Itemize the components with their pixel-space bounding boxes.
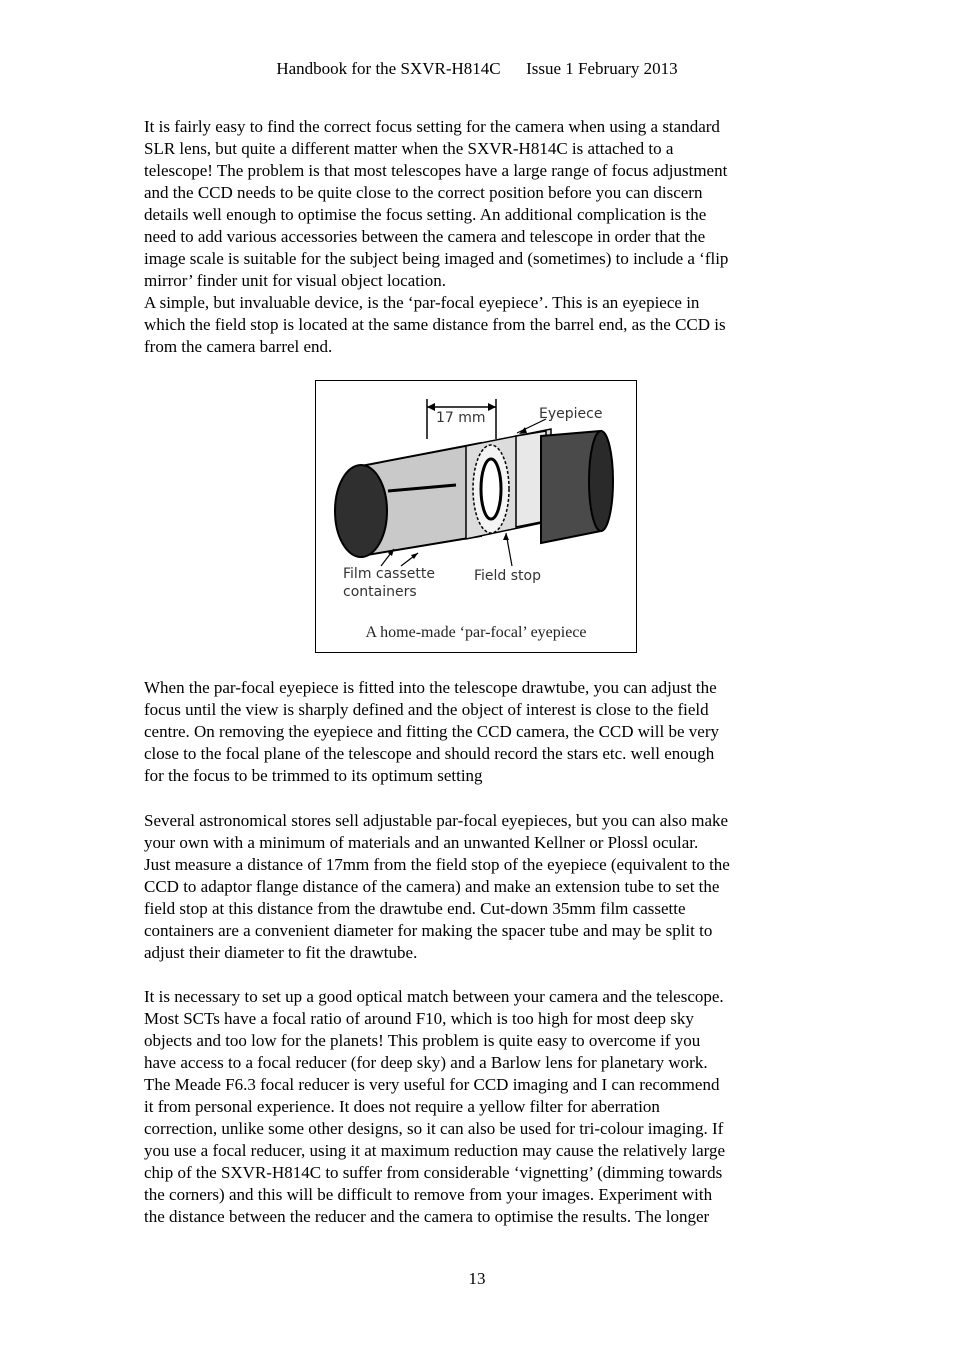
header-issue: Issue 1 February 2013 [526,59,678,78]
text-line: centre. On removing the eyepiece and fitting the CCD camera, the CCD will be very [144,722,719,741]
text-line: close to the focal plane of the telescope and should record the stars etc. well enough [144,744,715,763]
dimension-label: 17 mm [436,410,486,426]
text-line: containers are a convenient diameter for making the spacer tube and may be split to [144,921,713,940]
text-line: need to add various accessories between the camera and telescope in order that the [144,227,706,246]
figure-caption: A home-made ‘par-focal’ eyepiece [365,624,587,641]
text-line: Just measure a distance of 17mm from the field stop of the eyepiece (equivalent to the [144,855,730,874]
text-line: It is necessary to set up a good optical match between your camera and the telescope. [144,987,724,1006]
text-line: objects and too low for the planets! This problem is quite easy to overcome if you [144,1031,701,1050]
text-line: focus until the view is sharply defined and the object of interest is close to the field [144,700,709,719]
text-line: have access to a focal reducer (for deep sky) and a Barlow lens for planetary work. [144,1053,708,1072]
text-line: adjust their diameter to fit the drawtube. [144,943,418,962]
text-line: It is fairly easy to find the correct focus setting for the camera when using a standard [144,117,720,136]
text-line: the distance between the reducer and the camera to optimise the results. The longer [144,1207,710,1226]
text-line: for the focus to be trimmed to its optimum setting [144,766,483,785]
text-line: mirror’ finder unit for visual object location. [144,271,446,290]
text-line: SLR lens, but quite a different matter when the SXVR-H814C is attached to a [144,139,674,158]
par-focal-eyepiece-figure [315,380,637,653]
eyepiece-label: Eyepiece [539,406,603,422]
header-title: Handbook for the SXVR-H814C [276,59,501,78]
text-line: Most SCTs have a focal ratio of around F10, which is too high for most deep sky [144,1009,694,1028]
page-header [0,58,954,80]
text-line: chip of the SXVR-H814C to suffer from considerable ‘vignetting’ (dimming towards [144,1163,723,1182]
text-line: you use a focal reducer, using it at maximum reduction may cause the relatively large [144,1141,726,1160]
text-line: and the CCD needs to be quite close to the correct position before you can discern [144,183,703,202]
paragraph-focus-intro [144,116,814,358]
text-line: telescope! The problem is that most telescopes have a large range of focus adjustment [144,161,728,180]
paragraph-diy [144,810,814,964]
text-line: When the par-focal eyepiece is fitted into the telescope drawtube, you can adjust the [144,678,717,697]
text-line: from the camera barrel end. [144,337,333,356]
page-number: 13 [468,1269,486,1288]
film-cassette-label-line1: Film cassette [343,566,435,582]
paragraph-optical-match [144,986,814,1228]
film-cassette-label [343,565,435,601]
field-stop-label: Field stop [474,568,541,584]
text-line: correction, unlike some other designs, so it can also be used for tri-colour imaging. If [144,1119,724,1138]
paragraph-usage [144,677,814,787]
text-line: Several astronomical stores sell adjustable par-focal eyepieces, but you can also make [144,811,729,830]
text-line: field stop at this distance from the drawtube end. Cut-down 35mm film cassette [144,899,686,918]
text-line: image scale is suitable for the subject being imaged and (sometimes) to include a ‘flip [144,249,729,268]
text-line: CCD to adaptor flange distance of the camera) and make an extension tube to set the [144,877,720,896]
text-line: your own with a minimum of materials and an unwanted Kellner or Plossl ocular. [144,833,699,852]
text-line: the corners) and this will be difficult to remove from your images. Experiment with [144,1185,713,1204]
text-line: The Meade F6.3 focal reducer is very useful for CCD imaging and I can recommend [144,1075,720,1094]
text-line: A simple, but invaluable device, is the ‘par-focal eyepiece’. This is an eyepiece in [144,293,700,312]
text-line: details well enough to optimise the focus setting. An additional complication is the [144,205,707,224]
text-line: it from personal experience. It does not require a yellow filter for aberration [144,1097,660,1116]
text-line: which the field stop is located at the same distance from the barrel end, as the CCD is [144,315,726,334]
film-cassette-label-line2: containers [343,584,417,600]
